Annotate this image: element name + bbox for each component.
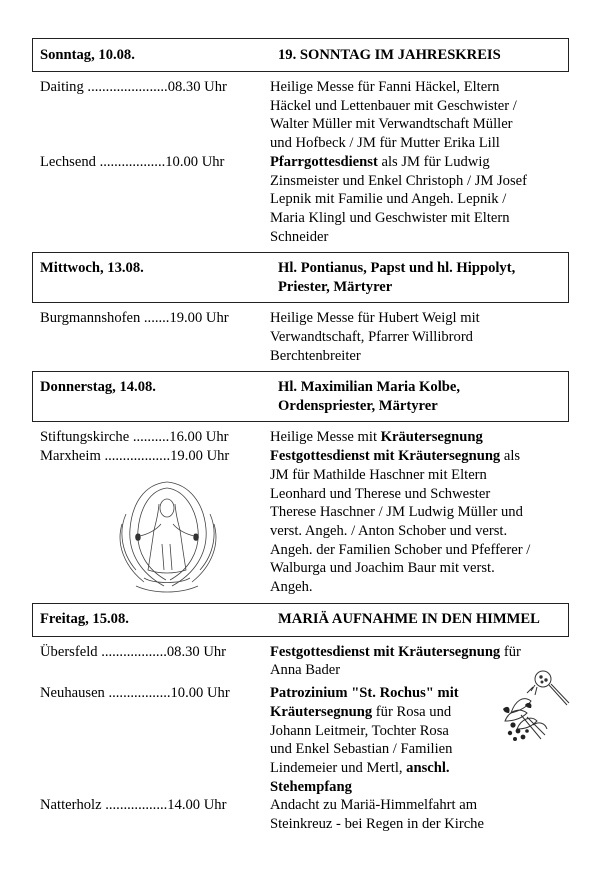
mass-schedule (32, 38, 569, 840)
feast-title: 19. SONNTAG IM JAHRESKREIS (278, 46, 501, 63)
service-type: Pfarrgottesdienst (270, 153, 378, 170)
feast-line: Priester, Märtyrer (278, 278, 393, 295)
text-line: Angeh. der Familien Schober und Pfefferer / (270, 541, 531, 558)
text-line (270, 643, 569, 662)
text-line: Steinkreuz - bei Regen in der Kirche (270, 816, 484, 833)
text-segment: Lindemeier und Mertl, (270, 759, 407, 776)
text-segment-bold: anschl. (406, 759, 450, 776)
day-entries (32, 422, 569, 602)
text-line: Walter Müller mit Verwandtschaft Müller (270, 116, 513, 133)
feast-title (278, 259, 515, 297)
text-line (270, 759, 569, 778)
text-line: Therese Haschner / JM Ludwig Müller und (270, 504, 523, 521)
feast-title (278, 378, 460, 416)
feast-line: Ordenspriester, Märtyrer (278, 397, 438, 414)
text-segment: für Rosa und (372, 703, 452, 720)
text-line (270, 153, 569, 172)
service-text (270, 796, 569, 833)
text-line: Schneider (270, 228, 329, 245)
service-entry (32, 447, 569, 597)
text-line: JM für Mathilde Haschner mit Eltern (270, 466, 487, 483)
text-line: Leonhard und Therese und Schwester (270, 485, 491, 502)
feast-line: Hl. Maximilian Maria Kolbe, (278, 378, 461, 395)
day-section-sunday (32, 38, 569, 252)
place-time: Marxheim ..................19.00 Uhr (40, 448, 230, 465)
day-entries (32, 303, 569, 371)
text-line: Angeh. (270, 579, 313, 596)
place-time: Daiting ......................08.30 Uhr (40, 79, 227, 95)
service-type: Kräutersegnung (270, 703, 373, 720)
service-entry (32, 643, 569, 680)
service-entry (32, 78, 569, 153)
service-text (270, 153, 569, 247)
place-time: Übersfeld ..................08.30 Uhr (40, 643, 227, 660)
feast-line: Hl. Pontianus, Papst und hl. Hippolyt, (278, 259, 516, 276)
service-text (270, 428, 569, 447)
place-time: Stiftungskirche ..........16.00 Uhr (40, 429, 229, 446)
day-header (32, 371, 569, 422)
text-segment: Heilige Messe mit (270, 429, 381, 446)
herb-bouquet-illustration (497, 665, 573, 747)
text-line (270, 778, 569, 797)
day-section-wednesday (32, 252, 569, 371)
service-type: Festgottesdienst mit Kräutersegnung (270, 448, 501, 465)
text-line: und Enkel Sebastian / Familien (270, 741, 453, 758)
text-line: Lepnik mit Familie und Angeh. Lepnik / (270, 191, 507, 208)
place-time: Neuhausen .................10.00 Uhr (40, 685, 230, 702)
day-header (32, 252, 569, 303)
day-header (32, 38, 569, 72)
text-line: Berchtenbreiter (270, 347, 361, 364)
text-segment: als JM für Ludwig (377, 153, 490, 170)
text-line: Andacht zu Mariä-Himmelfahrt am (270, 797, 478, 814)
service-text (270, 78, 569, 153)
day-date: Sonntag, 10.08. (40, 46, 135, 63)
service-type: Festgottesdienst mit Kräutersegnung (270, 643, 501, 660)
service-entry (32, 309, 569, 365)
text-line: und Hofbeck / JM für Mutter Erika Lill (270, 135, 500, 152)
service-type: Kräutersegnung (380, 429, 483, 446)
place-time: Natterholz .................14.00 Uhr (40, 797, 227, 814)
text-line (270, 428, 569, 447)
place-time: Lechsend ..................10.00 Uhr (40, 153, 225, 170)
text-line: Anna Bader (270, 662, 341, 679)
service-type: Patrozinium "St. Rochus" mit (270, 685, 459, 702)
day-section-thursday (32, 371, 569, 602)
service-text (270, 447, 569, 597)
service-entry (32, 428, 569, 447)
text-line: Johann Leitmeir, Tochter Rosa (270, 722, 449, 739)
service-text (270, 309, 569, 365)
day-entries (32, 72, 569, 252)
day-header (32, 603, 569, 637)
text-line: Häckel und Lettenbauer mit Geschwister / (270, 97, 517, 114)
text-line: Verwandtschaft, Pfarrer Willibrord (270, 329, 473, 346)
service-entry (32, 684, 569, 796)
text-line: Heilige Messe für Hubert Weigl mit (270, 310, 480, 327)
service-entry (32, 153, 569, 247)
mary-assumption-illustration (114, 474, 220, 596)
day-date: Mittwoch, 13.08. (40, 260, 144, 277)
text-line: Heilige Messe für Fanni Häckel, Eltern (270, 79, 500, 95)
day-date: Freitag, 15.08. (40, 611, 129, 628)
day-date: Donnerstag, 14.08. (40, 379, 156, 396)
text-segment: als (500, 448, 521, 465)
day-entries (32, 637, 569, 840)
text-line: Maria Klingl und Geschwister mit Eltern (270, 209, 510, 226)
text-line: verst. Angeh. / Anton Schober und verst. (270, 522, 508, 539)
text-line: Walburga und Joachim Baur mit verst. (270, 560, 495, 577)
feast-title: MARIÄ AUFNAHME IN DEN HIMMEL (278, 611, 540, 628)
place-time: Burgmannshofen .......19.00 Uhr (40, 310, 229, 327)
text-line (270, 447, 569, 466)
day-section-friday (32, 603, 569, 840)
text-line: Zinsmeister und Enkel Christoph / JM Josef (270, 172, 527, 189)
text-segment-bold: Stehempfang (270, 778, 352, 795)
service-entry (32, 796, 569, 833)
text-segment: für (500, 643, 521, 660)
